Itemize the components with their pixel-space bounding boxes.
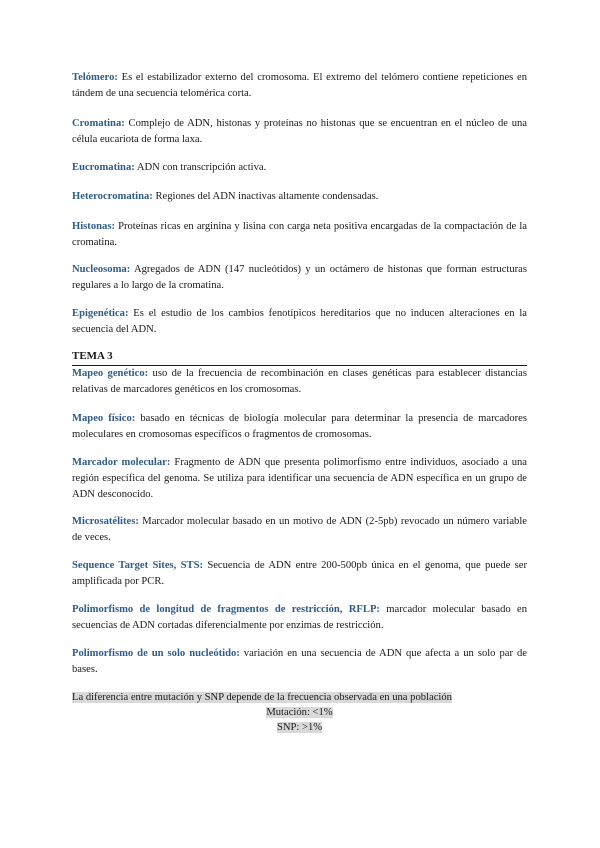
entry-cromatina — [72, 116, 527, 148]
definition: Complejo de ADN, histonas y proteínas no histonas que se encuentran en el núcleo de una célula eucariota de forma laxa. — [72, 118, 527, 145]
term: Telómero: — [72, 72, 118, 83]
entry-histonas — [72, 219, 527, 251]
term: Sequence Target Sites, STS: — [72, 560, 203, 571]
definition: Secuencia de ADN entre 200-500pb única en el genoma, que puede ser amplificada por PCR. — [72, 560, 527, 587]
term: Eucromatina: — [72, 162, 135, 173]
term: Polimorfismo de longitud de fragmentos de restricción, RFLP: — [72, 604, 380, 615]
definition: Fragmento de ADN que presenta polimorfismo entre individuos, asociado a una región específica del genoma. Se utiliza para identificar una secuencia de ADN específica en un grupo de ADN desconocido. — [72, 457, 528, 500]
term: Microsatélites: — [72, 516, 139, 527]
highlight-sentence: La diferencia entre mutación y SNP depende de la frecuencia observada en una población — [72, 692, 452, 703]
highlight-note — [72, 690, 527, 735]
term: Heterocromatina: — [72, 191, 153, 202]
mutation-threshold: Mutación: <1% — [266, 707, 333, 718]
snp-threshold: SNP: >1% — [276, 722, 323, 733]
definition: Agregados de ADN (147 nucleótidos) y un octámero de histonas que forman estructuras regulares a lo largo de la cromatina. — [72, 264, 527, 291]
term: Marcador molecular: — [72, 457, 171, 468]
entry-epigenetica — [72, 306, 527, 338]
entry-telomero — [72, 70, 527, 102]
term: Cromatina: — [72, 118, 125, 129]
definition: Es el estudio de los cambios fenotípicos hereditarios que no inducen alteraciones en la secuencia del ADN. — [72, 308, 527, 335]
definition: variación en una secuencia de ADN que afecta a un solo par de bases. — [72, 648, 527, 675]
term: Mapeo genético: — [72, 368, 149, 379]
definition: ADN con transcripción activa. — [134, 162, 267, 173]
definition: Regiones del ADN inactivas altamente condensadas. — [152, 191, 379, 202]
term: Epigenética: — [72, 308, 129, 319]
definition: marcador molecular basado en secuencias de ADN cortadas diferencialmente por enzimas de restricción. — [72, 604, 527, 631]
entry-heterocromatina — [72, 189, 527, 205]
entry-eucromatina — [72, 160, 527, 176]
definition: basado en técnicas de biología molecular para determinar la presencia de marcadores moleculares en cromosomas específicos o fragmentos de cromosomas. — [72, 413, 527, 440]
term: Polimorfismo de un solo nucleótido: — [72, 648, 240, 659]
term: Mapeo físico: — [72, 413, 136, 424]
entry-snp — [72, 646, 527, 678]
entry-marcador-molecular — [72, 455, 527, 503]
section-heading: TEMA 3 — [72, 350, 113, 362]
entry-nucleosoma — [72, 262, 527, 294]
definition: Proteínas ricas en arginina y lisina con carga neta positiva encargadas de la compactación de la cromatina. — [72, 221, 527, 248]
entry-mapeo-genetico — [72, 366, 527, 398]
entry-microsatelites — [72, 514, 527, 546]
entry-rflp — [72, 602, 527, 634]
definition: Es el estabilizador externo del cromosoma. El extremo del telómero contiene repeticiones en tándem de una secuencia telomérica corta. — [72, 72, 527, 99]
entry-mapeo-fisico — [72, 411, 527, 443]
term: Histonas: — [72, 221, 115, 232]
term: Nucleosoma: — [72, 264, 131, 275]
entry-sts — [72, 558, 527, 590]
definition: Marcador molecular basado en un motivo de ADN (2-5pb) revocado un número variable de veces. — [72, 516, 527, 543]
definition: uso de la frecuencia de recombinación en clases genéticas para establecer distancias relativas de marcadores genéticos en los cromosomas. — [72, 368, 527, 395]
